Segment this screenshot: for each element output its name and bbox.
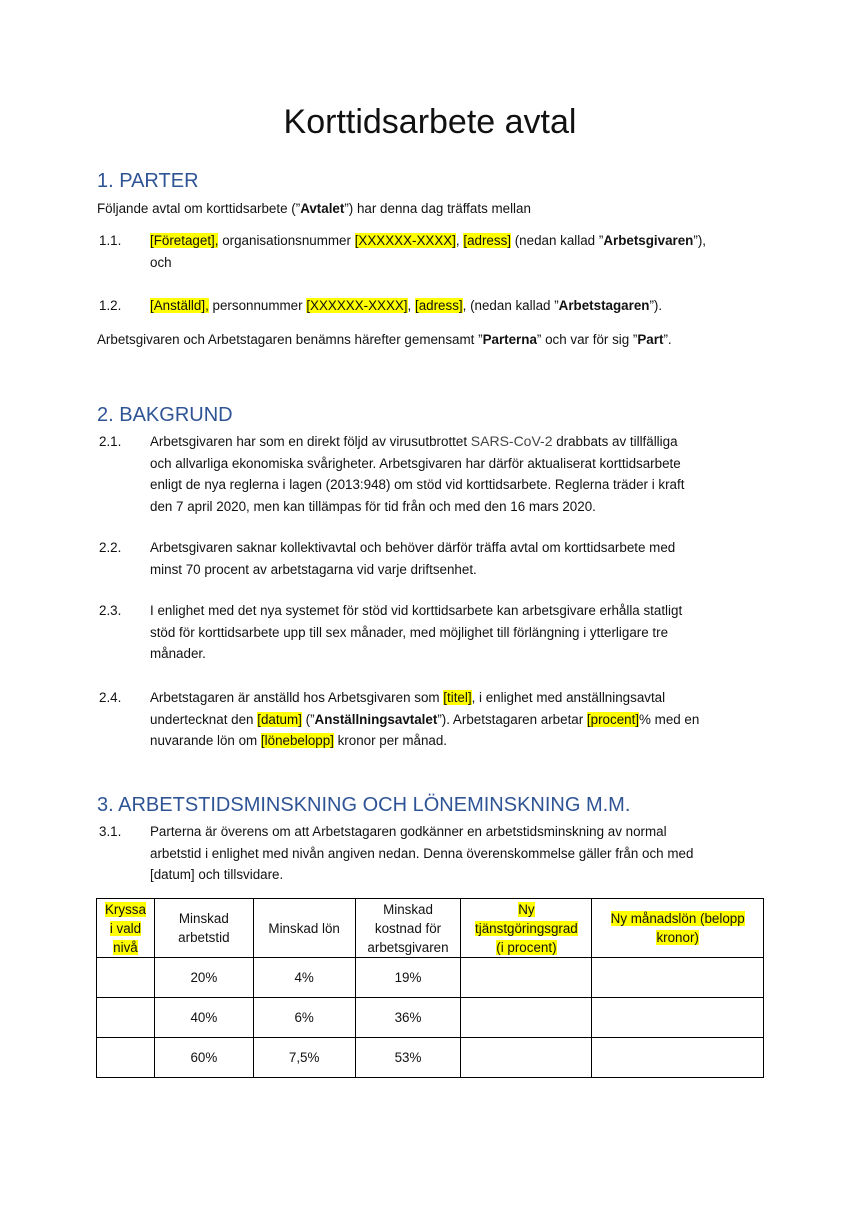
text-fragment: och <box>150 254 172 270</box>
text-line: enligt de nya reglerna i lagen (2013:948) om stöd vid korttidsarbete. Reglerna träder i kraft <box>150 477 685 492</box>
header-line: tjänstgöringsgrad <box>475 920 578 936</box>
placeholder-adress: [adress] <box>463 233 511 248</box>
clause-2-3 <box>150 600 770 665</box>
clause-number: 2.4. <box>99 690 122 705</box>
section-heading-parter: 1. PARTER <box>97 170 199 192</box>
cell-ny-manadslon[interactable] <box>592 958 764 998</box>
text-fragment: Arbetsgivaren har som en direkt följd av virusutbrottet <box>150 434 471 449</box>
clause-2-1 <box>150 431 770 517</box>
text-fragment: ”) har denna dag träffats mellan <box>344 201 531 216</box>
cell-minskad-kostnad: 53% <box>355 1038 461 1078</box>
text-fragment: personnummer <box>208 298 307 313</box>
text-fragment: nuvarande lön om <box>150 733 261 748</box>
text-line: och allvarliga ekonomiska svårigheter. Arbetsgivaren har därför aktualiserat korttidsarbete <box>150 455 681 471</box>
header-line: i vald <box>109 920 142 936</box>
cell-minskad-lon: 7,5% <box>253 1038 355 1078</box>
cell-minskad-kostnad: 19% <box>355 958 461 998</box>
clause-number: 1.2. <box>99 298 122 313</box>
header-minskad-lon <box>253 899 355 958</box>
check-cell[interactable] <box>97 958 155 998</box>
text-fragment: ”). <box>649 298 663 313</box>
cell-minskad-lon: 4% <box>253 958 355 998</box>
cell-ny-tjanstgoringsgrad[interactable] <box>461 1038 592 1078</box>
clause-number: 2.1. <box>99 434 122 449</box>
table-row <box>97 958 764 998</box>
cell-minskad-lon: 6% <box>253 998 355 1038</box>
text-fragment: (” <box>301 711 315 727</box>
cell-minskad-arbetstid: 40% <box>154 998 253 1038</box>
placeholder-foretaget: [Företaget], <box>150 233 219 248</box>
clause-3-1 <box>150 821 770 886</box>
header-line: arbetsgivaren <box>367 939 449 955</box>
header-line: Minskad lön <box>268 920 340 936</box>
text-fragment: ”), <box>693 233 706 248</box>
placeholder-datum: [datum] <box>257 711 302 727</box>
header-line: Ny <box>518 901 535 917</box>
reduction-levels-table <box>96 898 764 1078</box>
cell-minskad-arbetstid: 20% <box>154 958 253 998</box>
header-line: Kryssa <box>105 901 146 917</box>
text-line: arbetstid i enlighet med nivån angiven nedan. Denna överenskommelse gäller från och med <box>150 845 694 861</box>
text-fragment: Arbetstagaren är anställd hos Arbetsgivaren som <box>150 690 444 705</box>
defined-term: Part <box>637 332 664 347</box>
text-line: den 7 april 2020, men kan tillämpas för tid från och med den 16 mars 2020. <box>150 498 596 514</box>
cell-ny-manadslon[interactable] <box>592 998 764 1038</box>
header-line: nivå <box>113 939 138 955</box>
text-fragment: drabbats av tillfälliga <box>552 434 678 449</box>
text-fragment: , i enlighet med anställningsavtal <box>471 690 666 705</box>
header-minskad-kostnad <box>355 899 461 958</box>
placeholder-procent: [procent] <box>586 711 640 727</box>
text-fragment: , <box>407 298 415 313</box>
defined-term: Avtalet <box>300 201 345 216</box>
parties-definition-paragraph <box>97 329 672 351</box>
text-fragment: undertecknat den <box>150 711 258 727</box>
check-cell[interactable] <box>97 998 155 1038</box>
text-fragment: ” och var för sig ” <box>536 332 638 347</box>
text-fragment: organisationsnummer <box>218 233 355 248</box>
header-line: arbetstid <box>178 930 230 945</box>
clause-2-4 <box>150 687 770 752</box>
defined-term: Arbetstagaren <box>558 298 650 313</box>
placeholder-orgnr: [XXXXXX-XXXX] <box>354 233 456 248</box>
text-fragment: Arbetsgivaren och Arbetstagaren benämns härefter gemensamt ” <box>97 332 483 347</box>
cell-ny-tjanstgoringsgrad[interactable] <box>461 958 592 998</box>
header-line: (i procent) <box>496 939 557 955</box>
text-fragment: (nedan kallad ” <box>511 233 604 248</box>
text-line: månader. <box>150 646 206 661</box>
text-line: [datum] och tillsvidare. <box>150 867 284 882</box>
header-minskad-arbetstid <box>154 899 253 958</box>
virus-name: SARS-CoV-2 <box>470 433 553 449</box>
header-line: Ny månadslön (belopp <box>610 911 745 926</box>
text-fragment: , (nedan kallad ” <box>462 298 559 313</box>
section-heading-arbetstidsminskning: 3. ARBETSTIDSMINSKNING OCH LÖNEMINSKNING M.M. <box>97 794 631 816</box>
header-line: kronor) <box>656 930 699 945</box>
header-ny-tjanstgoringsgrad <box>461 899 592 958</box>
document-title: Korttidsarbete avtal <box>283 103 577 141</box>
placeholder-adress: [adress] <box>414 298 463 313</box>
text-fragment: , <box>455 233 464 248</box>
clause-2-2 <box>150 537 770 580</box>
text-line: stöd för korttidsarbete upp till sex månader, med möjlighet till förlängning i ytterligare tre <box>150 624 669 640</box>
text-line: I enlighet med det nya systemet för stöd vid korttidsarbete kan arbetsgivare erhålla statligt <box>150 603 683 618</box>
text-fragment: Följande avtal om korttidsarbete (” <box>97 201 301 216</box>
clause-number: 3.1. <box>99 824 122 839</box>
text-fragment: ”). Arbetstagaren arbetar <box>437 711 587 727</box>
defined-term: Arbetsgivaren <box>603 233 694 248</box>
defined-term: Parterna <box>482 332 537 347</box>
header-kryssa <box>97 899 155 958</box>
table-header-row <box>97 899 764 958</box>
placeholder-lonebelopp: [lönebelopp] <box>260 733 334 748</box>
clause-number: 2.3. <box>99 603 122 618</box>
clause-number: 2.2. <box>99 540 122 555</box>
placeholder-anstalld: [Anställd], <box>150 298 209 313</box>
header-line: Minskad <box>383 901 433 917</box>
text-fragment: kronor per månad. <box>333 733 448 748</box>
header-line: kostnad för <box>374 920 442 936</box>
header-ny-manadslon <box>592 899 764 958</box>
cell-ny-tjanstgoringsgrad[interactable] <box>461 998 592 1038</box>
table-row <box>97 1038 764 1078</box>
cell-minskad-kostnad: 36% <box>355 998 461 1038</box>
cell-ny-manadslon[interactable] <box>592 1038 764 1078</box>
text-fragment: ”. <box>663 332 672 347</box>
table-row <box>97 998 764 1038</box>
text-line: Parterna är överens om att Arbetstagaren godkänner en arbetstidsminskning av normal <box>150 824 667 839</box>
clause-1-1 <box>150 230 770 273</box>
defined-term: Anställningsavtalet <box>314 711 438 727</box>
cell-minskad-arbetstid: 60% <box>154 1038 253 1078</box>
check-cell[interactable] <box>97 1038 155 1078</box>
section-heading-bakgrund: 2. BAKGRUND <box>97 404 233 426</box>
placeholder-pnr: [XXXXXX-XXXX] <box>306 298 408 313</box>
text-line: Arbetsgivaren saknar kollektivavtal och behöver därför träffa avtal om korttidsarbete med <box>150 540 676 555</box>
header-line: Minskad <box>178 911 229 926</box>
intro-paragraph <box>97 198 531 220</box>
clause-number: 1.1. <box>99 233 122 248</box>
placeholder-titel: [titel] <box>443 690 472 705</box>
clause-1-2 <box>150 295 770 317</box>
text-fragment: % med en <box>639 711 700 727</box>
text-line: minst 70 procent av arbetstagarna vid varje driftsenhet. <box>150 561 477 577</box>
